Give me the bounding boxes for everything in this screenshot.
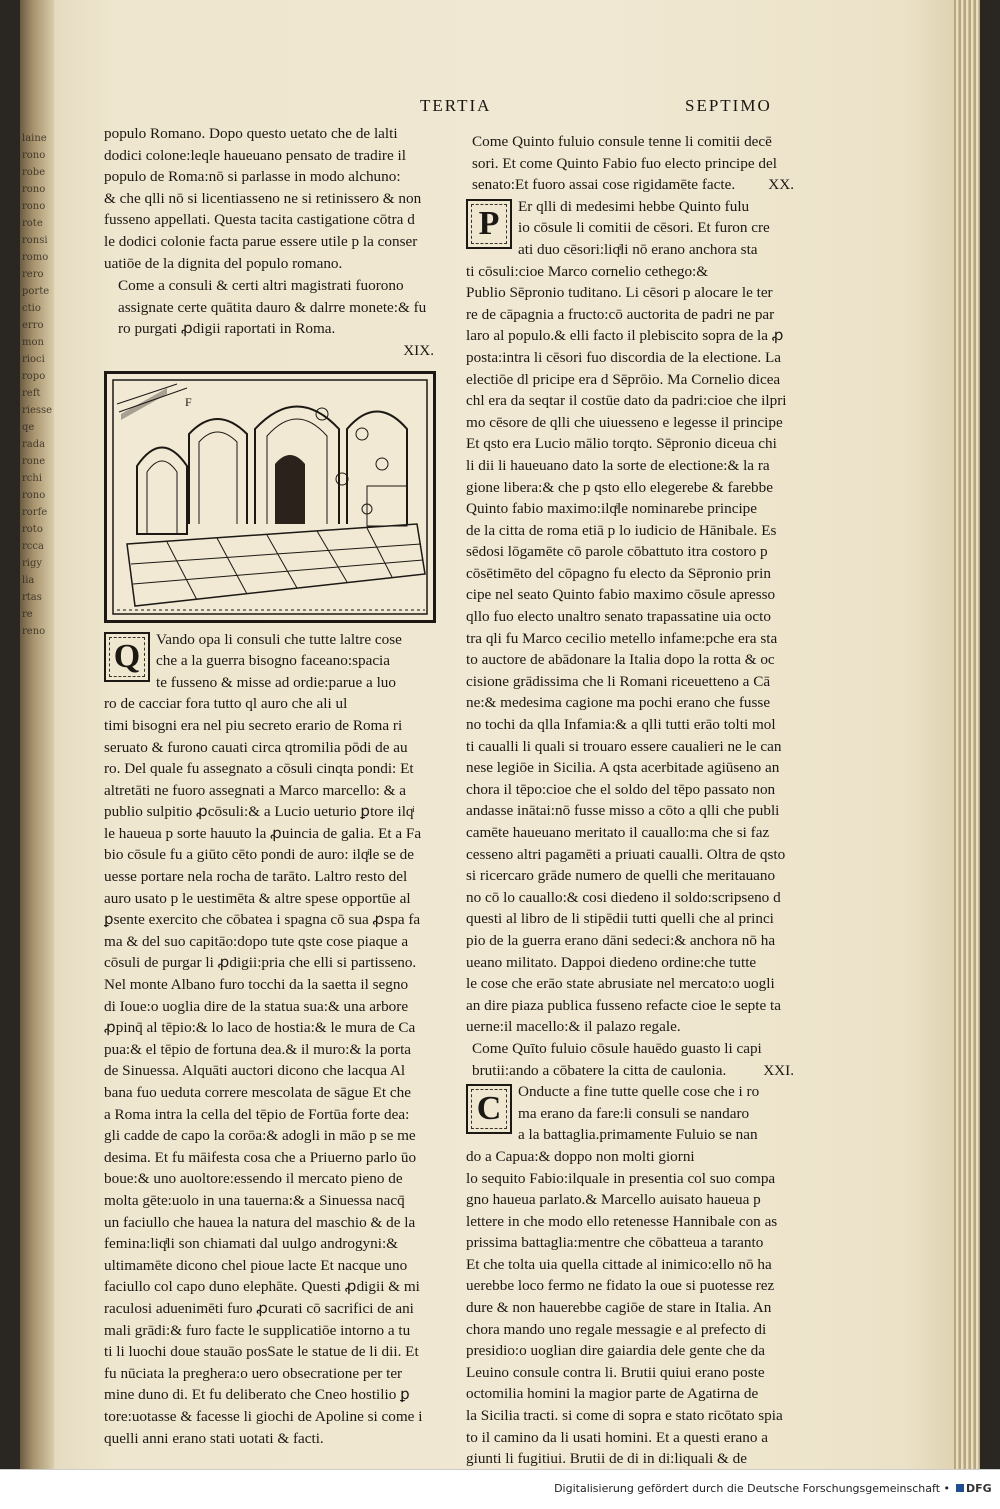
text-line: andasse inātai:nō fusse misso a cōto a qlli che publi xyxy=(466,802,780,820)
text-line: posta:intra li cēsori fuo discordia de la electione. La xyxy=(466,348,782,366)
text-line: ne:& medesima cagione ma pochi erano che fusse xyxy=(466,694,771,712)
text-line: cōsuli de purgar li ꝓdigii:pria che elli si partisseno. xyxy=(104,954,417,972)
text-line: populo Romano. Dopo questo uetato che de lalti xyxy=(104,125,398,142)
text-line: pua:& el tēpio de fortuna dea.& il muro:& la porta xyxy=(104,1040,412,1058)
text-line: desima. Et fu māifesta cosa che a Priuerno parlo ūo xyxy=(104,1148,417,1166)
text-line: di Ioue:o uoglia dire de la statua sua:& una arbore xyxy=(104,997,409,1015)
chapter-19-dropcap-block xyxy=(104,629,434,715)
text-line: no cō lo cauallo:& cosi diedeno il soldo:scripseno d xyxy=(466,888,781,906)
heading-line: ro purgati ꝓdigii raportati in Roma. xyxy=(118,320,336,338)
text-line: Publio Sēpronio tuditano. Li cēsori p alocare le ter xyxy=(466,284,773,302)
heading-line: Come Quinto fuluio consule tenne li comitii decē xyxy=(472,133,772,150)
text-line: le haueua p sorte hauuto la ꝓuincia de galia. Et a Fa xyxy=(104,824,422,842)
text-line: populo de Roma:nō si parlasse in modo alchuno: xyxy=(104,168,401,186)
book-page xyxy=(20,0,980,1470)
text-line: Onducte a fine tutte quelle cose che i ro xyxy=(518,1083,760,1101)
facing-page-edge xyxy=(20,0,54,1470)
text-line: Quinto fabio maximo:ilqͥle nominarebe principe xyxy=(466,500,758,518)
text-line: uesse portare nela rocha de tarāto. Laltro resto del xyxy=(104,868,408,886)
text-line: nese legiōe in Sicilia. A qsta acerbitade agiūseno an xyxy=(466,759,780,777)
text-line: questi al libro de li stipēdii tutti quelli che al princi xyxy=(466,910,774,928)
text-line: mine duno di. Et fu deliberato che Cneo hostilio ꝑ xyxy=(104,1386,410,1404)
text-line: cipe nel seato Quinto fabio maximo cōsule apresso xyxy=(466,586,776,604)
text-line: chora il tēpo:cioe che el soldo del tēpo passato non xyxy=(466,780,776,798)
left-column xyxy=(104,123,434,1449)
text-line: giunti li fugitiui. Brutii de di in di:liquali & de xyxy=(466,1450,747,1468)
chapter-21-dropcap-block xyxy=(466,1081,794,1167)
chapter-21-body xyxy=(466,1168,794,1492)
heading-line: senato:Et fuoro assai cose rigidamēte facte. xyxy=(472,176,736,194)
decorated-initial: C xyxy=(466,1084,512,1134)
text-line: lettere in che modo ello retenesse Hannibale con as xyxy=(466,1212,778,1230)
text-line: le cose che erāo state abrusiate nel mercato:o uogli xyxy=(466,975,775,993)
text-line: ti caualli li quali si trouaro essere caualieri ne le can xyxy=(466,737,782,755)
chapter-20-dropcap-block xyxy=(466,196,794,282)
text-line: pio de la guerra erano dāni sedeci:& anchora nō ha xyxy=(466,931,776,949)
decorated-initial: P xyxy=(466,199,512,249)
heading-line: assignate certe quātita dauro & dalrre monete:& fu xyxy=(118,298,427,316)
text-line: Et che tolta uia quella cittade al inimico:ello nō ha xyxy=(466,1255,772,1273)
text-line: a Roma intra la cella del tēpio de Fortūa forte dea: xyxy=(104,1105,410,1123)
text-line: ati duo cēsori:liqͥli nō erano anchora sta xyxy=(518,240,758,258)
text-line: femina:liqͥli son chiamati dal uulgo androgyni:& xyxy=(104,1235,398,1253)
text-line: io cōsule li comitii de cēsori. Et furon cre xyxy=(518,219,770,237)
chapter-21-number: XXI. xyxy=(763,1061,794,1079)
text-line: presidio:o uoglian dire gaiardia dele gente che da xyxy=(466,1342,765,1360)
text-line: to il camino da li usati homini. Et a questi erano a xyxy=(466,1428,768,1446)
digitization-footer xyxy=(0,1469,1000,1509)
text-line: mali grādi:& furo facte le supplicatiōe intorno a tu xyxy=(104,1321,411,1339)
chapter-20-body xyxy=(466,282,794,1038)
chapter-20-heading xyxy=(466,131,794,196)
text-line: de Sinuessa. Alquāti auctori dicono che lacqua Al xyxy=(104,1062,406,1080)
text-line: auro usato p le uestimēta & altre spese opportūe al xyxy=(104,889,411,907)
facing-page-text: laine rono robe rono rono rote ronsi romo rero porte ctio erro mon rioci ropo reft riesse qe rada rone rchi rono rorfe roto rcca rigy lia rtas re reno xyxy=(22,133,53,637)
text-line: gli cadde de capo la corōa:& adogli in māo p se me xyxy=(104,1127,416,1145)
chapter-19-number: XIX. xyxy=(403,341,434,359)
text-line: uerne:il macello:& il palazo regale. xyxy=(466,1018,681,1036)
text-line: chl era da seqtar il costūe dato da padri:cioe che ilpri xyxy=(466,392,787,410)
heading-line: Come a consuli & certi altri magistrati fuorono xyxy=(118,277,404,295)
intro-paragraph xyxy=(104,123,434,274)
text-line: ueano militato. Dappoi diedeno ordine:che tutte xyxy=(466,953,757,971)
chapter-19-body xyxy=(104,715,434,1449)
text-line: seruato & furono cauati circa qtromilia pōdi de au xyxy=(104,738,408,756)
text-line: li dii li haueuano dato la sorte de electione:& la ra xyxy=(466,456,770,474)
text-line: le dodici colonie facta parue essere utile p la conser xyxy=(104,232,418,250)
text-line: quelli anni erano stati uotati & facti. xyxy=(104,1429,324,1447)
text-line: ti cōsuli:cioe Marco cornelio cethego:& xyxy=(466,262,709,280)
text-line: cōsētimēto del cōpagno fu electo da Sēpronio prin xyxy=(466,564,771,582)
running-head-left: TERTIA xyxy=(420,96,492,115)
text-line: Nel monte Albano furo tocchi da la saetta il segno xyxy=(104,976,409,994)
text-line: dure & non hauerebbe cagiōe de stare in Italia. An xyxy=(466,1299,772,1317)
text-line: raculosi aduenimēti furo ꝓcurati cō sacrifici de ani xyxy=(104,1299,414,1317)
page-stack-edge xyxy=(954,0,980,1470)
text-line: no tochi da qlla Infamia:& a qlli tutti erāo tolti mol xyxy=(466,716,776,734)
decorated-initial: Q xyxy=(104,632,150,682)
text-line: faciullo col capo duno elephāte. Questi ꝓdigii & mi xyxy=(104,1278,420,1296)
chapter-20-number: XX. xyxy=(768,176,794,194)
text-line: ro. Del quale fu assegnato a cōsuli cinqta pondi: Et xyxy=(104,760,414,778)
text-line: an dire piaza publica fusseno refacte cioe le septe ta xyxy=(466,996,781,1014)
text-line: sēdosi lōgamēte cō parole cōbattuto itra costoro p xyxy=(466,543,768,561)
text-line: ma erano da fare:li consuli se nandaro xyxy=(518,1104,750,1122)
text-line: chora mando uno regale messagie e al prefecto di xyxy=(466,1320,767,1338)
text-line: bana fuo ueduta correre mescolata de sāgue Et che xyxy=(104,1084,411,1101)
text-line: ultimamēte dicono chel pioue lacte Et nacque uno xyxy=(104,1256,408,1274)
text-line: ti li luochi doue stauāo posSate le statue de li dii. Et xyxy=(104,1343,419,1361)
woodcut-illustration xyxy=(104,371,436,623)
heading-line: brutii:ando a cōbatere la citta de caulonia. xyxy=(472,1061,727,1079)
right-column xyxy=(466,131,794,1491)
funding-notice: Digitalisierung gefördert durch die Deutsche Forschungsgemeinschaft • xyxy=(554,1482,950,1495)
text-line: do a Capua:& doppo non molti giorni xyxy=(466,1147,695,1165)
text-line: a la battaglia.primamente Fuluio se nan xyxy=(518,1126,758,1144)
text-line: to auctore de abādonare la Italia dopo la rotta & oc xyxy=(466,651,775,669)
text-line: ꝑsente exercito che cōbatea i spagna cō sua ꝓspa fa xyxy=(104,911,421,929)
text-line: gione libera:& che p qsto ello elegerebe & farebbe xyxy=(466,478,773,496)
text-line: camēte haueuano meritato il cauallo:ma che si faz xyxy=(466,824,770,841)
text-line: Er qlli di medesimi hebbe Quinto fulu xyxy=(518,197,750,215)
text-line: uatiōe de la dignita del populo romano. xyxy=(104,254,343,272)
text-line: timi bisogni era nel piu secreto erario de Roma ri xyxy=(104,716,403,734)
text-line: lo sequito Fabio:ilquale in presentia col suo compa xyxy=(466,1169,776,1187)
text-line: dodici colone:leqle haueuano pensato de tradire il xyxy=(104,146,406,164)
text-line: altretāti ne fuoro assegnati a Marco marcello: & a xyxy=(104,781,406,799)
text-line: uerebbe loco fermo ne fidato la oue si puotesse rez xyxy=(466,1277,775,1295)
svg-text:F: F xyxy=(185,394,192,409)
running-head-right: SEPTIMO xyxy=(685,96,772,115)
text-line: ma & del suo capitāo:dopo tute qste cose piaque a xyxy=(104,932,409,950)
text-line: molta gēte:uolo in una tauerna:& a Sinuessa nacq̄ xyxy=(104,1191,405,1209)
text-line: mo cēsore de qlli che uiuesseno e legesse il principe xyxy=(466,413,783,431)
chapter-19-heading xyxy=(104,275,434,361)
text-line: laro al populo.& elli facto il plebiscito sopra de la ꝓ xyxy=(466,327,784,345)
text-line: si ricercaro grāde numero de quelli che meritauano xyxy=(466,867,776,885)
text-line: publio sulpitio ꝓcōsuli:& a Lucio ueturio ꝑtore ilqͥ xyxy=(104,803,414,821)
text-line: un faciullo che hauea la natura del maschio & de la xyxy=(104,1213,416,1231)
chapter-21-heading xyxy=(466,1038,794,1081)
text-line: Leuino consule contra li. Brutii quiui erano poste xyxy=(466,1363,765,1381)
text-line: boue:& uno auoltore:essendo il mercato pieno de xyxy=(104,1170,403,1188)
text-line: gno haueua parlato.& Marcello auisato haueua p xyxy=(466,1191,761,1209)
text-line: cesseno altri pagamēti a priuati caualli. Oltra de qsto xyxy=(466,845,786,863)
text-line: & che qlli nō si licentiasseno ne si retinissero & non xyxy=(104,189,422,207)
text-line: fusseno appellati. Questa tacita castigatione cōtra d xyxy=(104,211,415,229)
text-line: re de cāpagnia a fructo:cō auctorita de padri ne par xyxy=(466,305,775,323)
text-line: ro de cacciar fora tutto ql auro che ali ul xyxy=(104,695,348,713)
text-line: tore:uotasse & facesse li giochi de Apoline si come i xyxy=(104,1407,423,1425)
text-line: octomilia homini la magior parte de Agatirna de xyxy=(466,1385,759,1403)
text-line: la Sicilia tracti. si come di sopra e stato ricōtato spia xyxy=(466,1407,783,1425)
heading-line: Come Quīto fuluio cōsule hauēdo guasto li capi xyxy=(472,1039,762,1057)
text-line: bio cōsule fu a giūto cēto pondi de auro: ilqͥle se de xyxy=(104,846,414,864)
text-line: electiōe dl pricipe era d Sēprōio. Ma Cornelio dicea xyxy=(466,370,781,388)
text-line: cisione grādissima che li Romani riceuetteno a Cā xyxy=(466,672,771,690)
text-line: Et qsto era Lucio mālio torqto. Sēpronio diceua chi xyxy=(466,435,777,453)
heading-line: sori. Et come Quinto Fabio fuo electo principe del xyxy=(472,154,777,172)
text-line: tra qli fu Marco cecilio metello infame:pche era sta xyxy=(466,629,778,647)
text-line: fu nūciata la preghera:o uero obsecratione per ter xyxy=(104,1364,403,1382)
text-line: qllo fuo electo unaltro senato trapassatine uia octo xyxy=(466,608,771,626)
dfg-logo: DFG xyxy=(956,1480,992,1496)
text-line: te fusseno & misse ad ordie:parue a luo xyxy=(156,673,396,691)
text-line: che a la guerra bisogno faceano:spacia xyxy=(156,652,391,670)
text-line: ꝓpinq̄ al tēpio:& lo laco de hostia:& le mura de Ca xyxy=(104,1019,416,1037)
text-line: prissima battaglia:mentre che cōbatteua a taranto xyxy=(466,1234,764,1252)
text-line: de la citta de roma etiā p lo iudicio de Hānibale. Es xyxy=(466,521,777,539)
text-line: Vando opa li consuli che tutte laltre cose xyxy=(156,630,402,648)
